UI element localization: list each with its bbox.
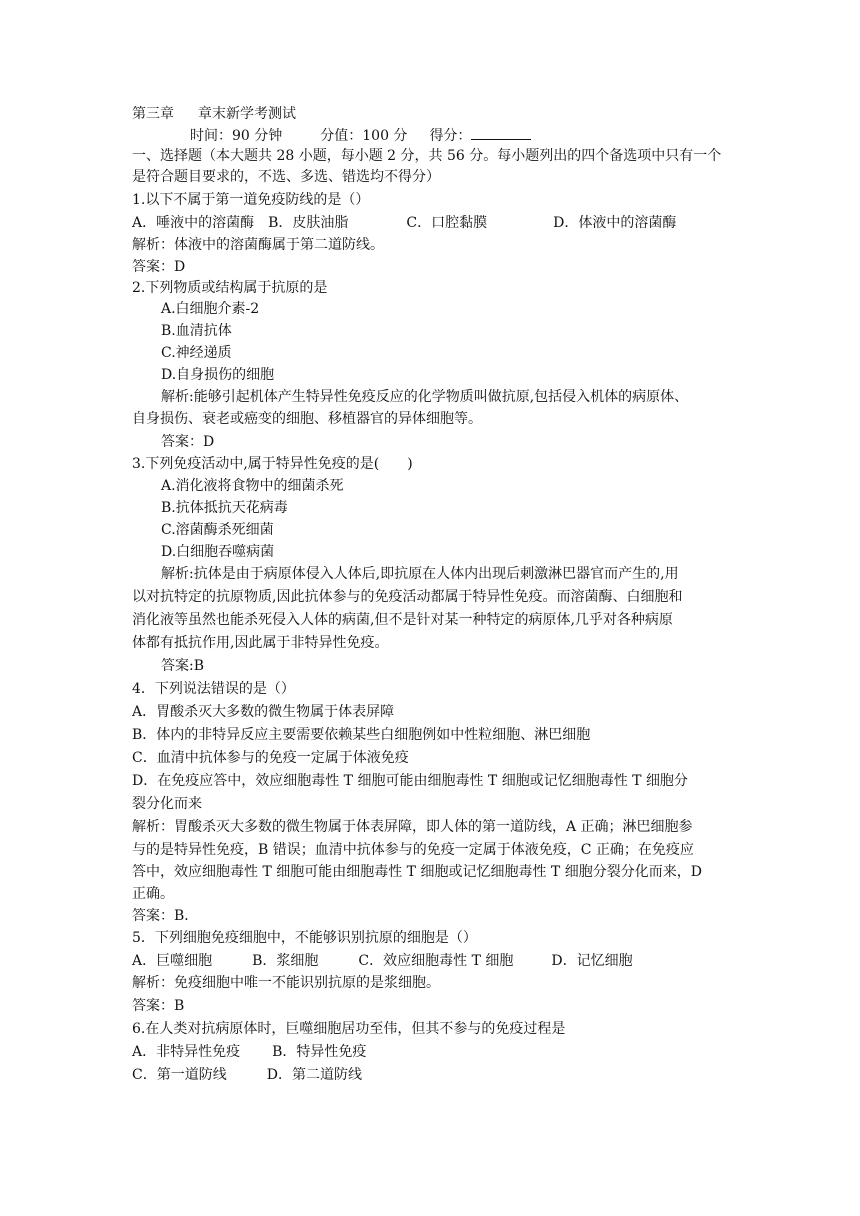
q5-analysis: 解析：免疫细胞中唯一不能识别抗原的是浆细胞。 bbox=[132, 975, 440, 991]
q1-option-b: B．皮肤油脂 bbox=[268, 215, 349, 231]
q2-option-d: D.自身损伤的细胞 bbox=[161, 367, 275, 383]
q3-analysis-2: 以对抗特定的抗原物质,因此抗体参与的免疫活动都属于特异性免疫。而溶菌酶、白细胞和 bbox=[132, 589, 683, 605]
exam-time: 时间：90 分钟 bbox=[190, 128, 283, 144]
section-intro-2: 是符合题目要求的，不选、多选、错选均不得分） bbox=[132, 169, 440, 185]
q3-option-a: A.消化液将食物中的细菌杀死 bbox=[161, 478, 344, 494]
q1-option-d: D．体液中的溶菌酶 bbox=[553, 215, 677, 231]
chapter-heading bbox=[132, 104, 296, 124]
q6-option-a: A．非特异性免疫 bbox=[132, 1044, 241, 1060]
q1-analysis: 解析：体液中的溶菌酶属于第二道防线。 bbox=[132, 237, 384, 253]
q5-option-b: B．浆细胞 bbox=[252, 953, 319, 969]
q3-option-d: D.白细胞吞噬病菌 bbox=[161, 544, 275, 560]
q3-stem: 3.下列免疫活动中,属于特异性免疫的是( ) bbox=[132, 456, 413, 472]
q2-option-c: C.神经递质 bbox=[161, 345, 232, 361]
q6-option-c: C．第一道防线 bbox=[132, 1067, 227, 1083]
q2-option-b: B.血清抗体 bbox=[161, 323, 232, 339]
q3-analysis-3: 消化液等虽然也能杀死侵入人体的病菌,但不是针对某一种特定的病原体,几乎对各种病原 bbox=[132, 612, 673, 628]
q6-option-b: B．特异性免疫 bbox=[272, 1044, 367, 1060]
chapter-label: 第三章 bbox=[132, 106, 174, 122]
q6-options-row-1 bbox=[132, 1042, 366, 1062]
exam-score: 分值：100 分 bbox=[320, 128, 408, 144]
score-blank bbox=[471, 125, 531, 140]
q2-analysis-2: 自身损伤、衰老或癌变的细胞、移植器官的异体细胞等。 bbox=[132, 411, 482, 427]
q4-option-a: A．胃酸杀灭大多数的微生物属于体表屏障 bbox=[132, 704, 395, 720]
q4-option-b: B．体内的非特异反应主要需要依赖某些白细胞例如中性粒细胞、淋巴细胞 bbox=[132, 727, 591, 743]
q4-analysis-1: 解析：胃酸杀灭大多数的微生物属于体表屏障，即人体的第一道防线，A 正确；淋巴细胞参 bbox=[132, 819, 693, 835]
q1-options bbox=[132, 213, 676, 233]
q2-answer: 答案：D bbox=[161, 434, 215, 450]
q3-option-c: C.溶菌酶杀死细菌 bbox=[161, 522, 274, 538]
q5-option-d: D．记忆细胞 bbox=[551, 953, 633, 969]
test-title: 章末新学考测试 bbox=[198, 106, 296, 122]
q2-stem: 2.下列物质或结构属于抗原的是 bbox=[132, 280, 328, 296]
q4-analysis-3: 答中，效应细胞毒性 T 细胞可能由细胞毒性 T 细胞或记忆细胞毒性 T 细胞分裂分化而来，D bbox=[132, 864, 702, 880]
q1-stem: 1.以下不属于第一道免疫防线的是（） bbox=[132, 192, 370, 208]
q5-option-a: A．巨噬细胞 bbox=[132, 953, 213, 969]
q4-option-d-1: D．在免疫应答中，效应细胞毒性 T 细胞可能由细胞毒性 T 细胞或记忆细胞毒性 T 细胞分 bbox=[132, 773, 688, 789]
q4-answer: 答案：B． bbox=[132, 908, 199, 924]
q6-option-d: D．第二道防线 bbox=[266, 1067, 362, 1083]
section-intro-1: 一、选择题（本大题共 28 小题，每小题 2 分，共 56 分。每小题列出的四个备选项中只有一个 bbox=[132, 148, 722, 164]
q3-option-b: B.抗体抵抗天花病毒 bbox=[161, 500, 288, 516]
q3-analysis-4: 体都有抵抗作用,因此属于非特异性免疫。 bbox=[132, 635, 389, 651]
q5-stem: 5．下列细胞免疫细胞中，不能够识别抗原的细胞是（） bbox=[132, 930, 477, 946]
q1-answer: 答案：D bbox=[132, 259, 186, 275]
q6-options-row-2 bbox=[132, 1065, 362, 1085]
q4-option-d-2: 裂分化而来 bbox=[132, 796, 202, 812]
q5-options bbox=[132, 951, 633, 971]
q4-analysis-2: 与的是特异性免疫，B 错误；血清中抗体参与的免疫一定属于体液免疫，C 正确；在免疫应 bbox=[132, 842, 694, 858]
q1-option-a: A．唾液中的溶菌酶 bbox=[132, 215, 255, 231]
q4-option-c: C．血清中抗体参与的免疫一定属于体液免疫 bbox=[132, 750, 409, 766]
q2-analysis-1: 解析:能够引起机体产生特异性免疫反应的化学物质叫做抗原,包括侵入机体的病原体、 bbox=[161, 389, 689, 405]
q4-analysis-4: 正确。 bbox=[132, 886, 174, 902]
q5-option-c: C．效应细胞毒性 T 细胞 bbox=[358, 953, 514, 969]
q6-stem: 6.在人类对抗病原体时，巨噬细胞居功至伟，但其不参与的免疫过程是 bbox=[132, 1021, 566, 1037]
q2-option-a: A.白细胞介素-2 bbox=[161, 301, 260, 317]
q5-answer: 答案：B bbox=[132, 998, 185, 1014]
exam-info-line bbox=[190, 125, 531, 146]
q4-stem: 4．下列说法错误的是（） bbox=[132, 681, 295, 697]
exam-got-label: 得分： bbox=[429, 128, 472, 144]
q1-option-c: C．口腔黏膜 bbox=[406, 215, 488, 231]
q3-analysis-1: 解析:抗体是由于病原体侵入人体后,即抗原在人体内出现后刺激淋巴器官而产生的,用 bbox=[161, 566, 679, 582]
q3-answer: 答案:B bbox=[161, 658, 205, 674]
